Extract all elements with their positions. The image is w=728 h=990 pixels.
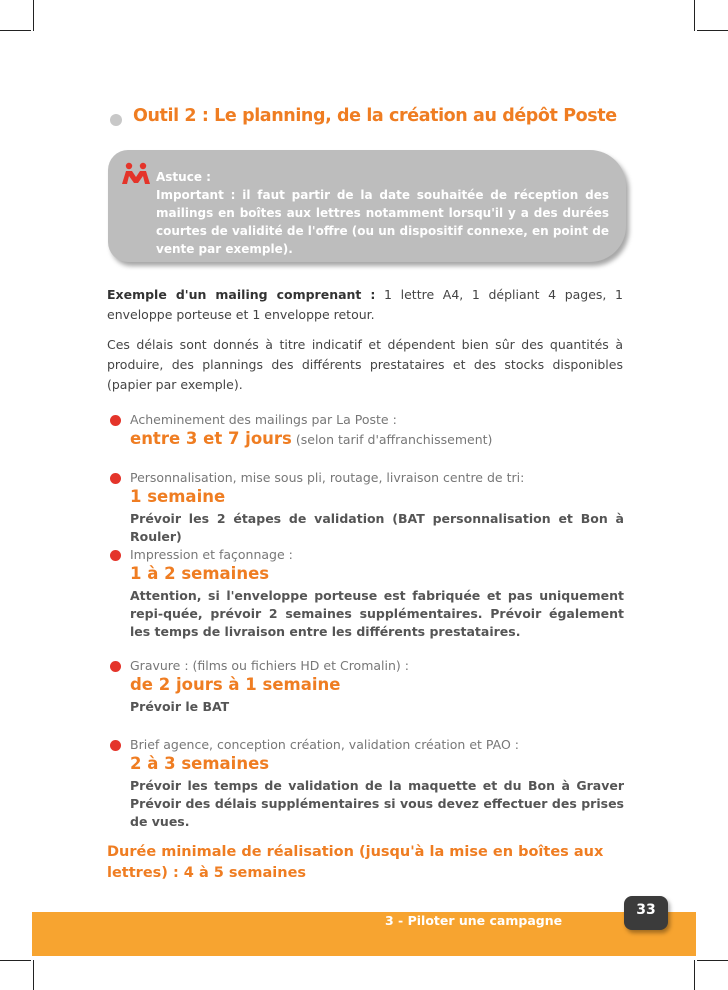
page-number: 33	[636, 902, 656, 918]
section-title: Outil 2 : Le planning, de la création au dépôt Poste	[133, 106, 617, 126]
example-text: 1 lettre A4, 1 dépliant 4 pages, 1 enveloppe porteuse et 1 enveloppe retour.	[107, 287, 623, 322]
step-label: Gravure : (films ou fichiers HD et Cromalin) :	[130, 658, 409, 673]
example-lead: Exemple d'un mailing comprenant :	[107, 287, 376, 302]
crop-mark	[694, 960, 695, 990]
duration-text: entre 3 et 7 jours	[130, 429, 292, 448]
footer-section-title: 3 - Piloter une campagne	[385, 913, 563, 928]
title-bullet-icon	[110, 114, 122, 126]
step-duration	[130, 429, 492, 448]
step-label: Impression et façonnage :	[130, 547, 293, 562]
people-icon	[121, 162, 151, 186]
step-label: Acheminement des mailings par La Poste :	[130, 412, 397, 427]
crop-mark	[697, 960, 728, 961]
crop-mark	[697, 30, 728, 31]
step-duration: 1 semaine	[130, 487, 226, 506]
minimum-duration-conclusion: Durée minimale de réalisation (jusqu'à la mise en boîtes aux lettres) : 4 à 5 semaines	[107, 844, 604, 881]
step-duration: de 2 jours à 1 semaine	[130, 675, 341, 694]
tip-text: Important : il faut partir de la date souhaitée de réception des mailings en boîtes aux lettres notamment lorsqu'il y a des durées courtes de validité de l'offre (ou un dispositif connexe, en point de vente par exemple).	[156, 188, 609, 256]
red-bullet-icon	[110, 473, 121, 484]
crop-mark	[694, 0, 695, 31]
red-bullet-icon	[110, 661, 121, 672]
crop-mark	[33, 0, 34, 31]
step-duration: 1 à 2 semaines	[130, 564, 270, 583]
crop-mark	[0, 30, 31, 31]
example-paragraph	[107, 285, 623, 325]
tip-heading: Astuce :	[156, 170, 211, 184]
step-note: Attention, si l'enveloppe porteuse est fabriquée et pas uniquement repi-quée, prévoir 2 semaines supplémentaires. Prévoir également les temps de livraison entre les différents prestataires.	[130, 588, 624, 639]
footer-band	[32, 912, 696, 956]
red-bullet-icon	[110, 415, 121, 426]
step-note: Prévoir le BAT	[130, 699, 230, 714]
disclaimer-paragraph: Ces délais sont donnés à titre indicatif et dépendent bien sûr des quantités à produire, des plannings des différents prestataires et des stocks disponibles (papier par exemple).	[107, 337, 623, 392]
step-label: Personnalisation, mise sous pli, routage, livraison centre de tri:	[130, 470, 525, 485]
crop-mark	[0, 960, 31, 961]
tip-content	[156, 168, 609, 258]
step-note: Prévoir les temps de validation de la maquette et du Bon à Graver Prévoir des délais supplémentaires si vous devez effectuer des prises de vues.	[130, 778, 624, 829]
red-bullet-icon	[110, 740, 121, 751]
step-duration: 2 à 3 semaines	[130, 754, 270, 773]
duration-note: (selon tarif d'affranchissement)	[295, 432, 493, 447]
step-label: Brief agence, conception création, validation création et PAO :	[130, 737, 519, 752]
red-bullet-icon	[110, 550, 121, 561]
crop-mark	[33, 960, 34, 990]
step-note: Prévoir les 2 étapes de validation (BAT personnalisation et Bon à Rouler)	[130, 511, 624, 544]
